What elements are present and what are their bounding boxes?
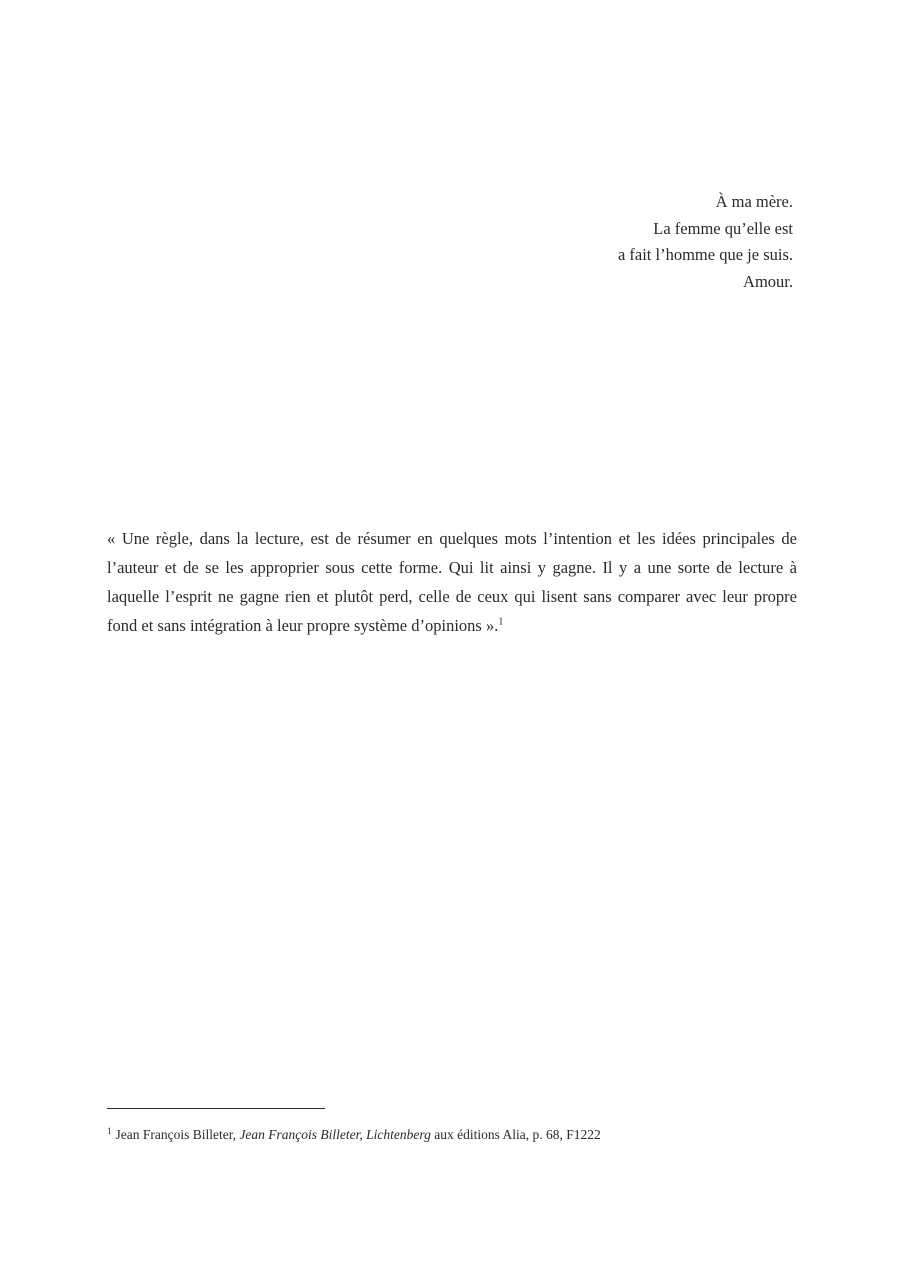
footnote-title: Jean François Billeter, Lichtenberg: [239, 1127, 431, 1142]
footnote-reference[interactable]: 1: [498, 616, 504, 628]
dedication-line: Amour.: [743, 271, 793, 291]
footnote-author: Jean François Billeter,: [115, 1127, 237, 1142]
footnote-separator: [107, 1108, 325, 1109]
footnote-publisher: aux éditions Alia, p. 68, F1222: [434, 1127, 601, 1142]
footnote-marker: 1: [107, 1125, 112, 1136]
dedication-line: a fait l’homme que je suis.: [617, 245, 793, 264]
quote-text: « Une règle, dans la lecture, est de résumer en quelques mots l’intention et les idées principales de l’auteur et de se les approprier sous cette forme. Qui lit ainsi y gagne. Il y a une sorte de lecture à laquelle l’esprit ne gagne rien et plutôt perd, celle de ceux qui lisent sans comparer avec leur propre fond et sans intégration à leur propre système d’opinions ».: [107, 529, 797, 635]
dedication: [618, 189, 793, 295]
footnote: [107, 1126, 601, 1144]
dedication-line: À ma mère.: [715, 192, 793, 211]
dedication-line: La femme qu’elle est: [653, 218, 793, 238]
epigraph-quote: [107, 524, 797, 640]
